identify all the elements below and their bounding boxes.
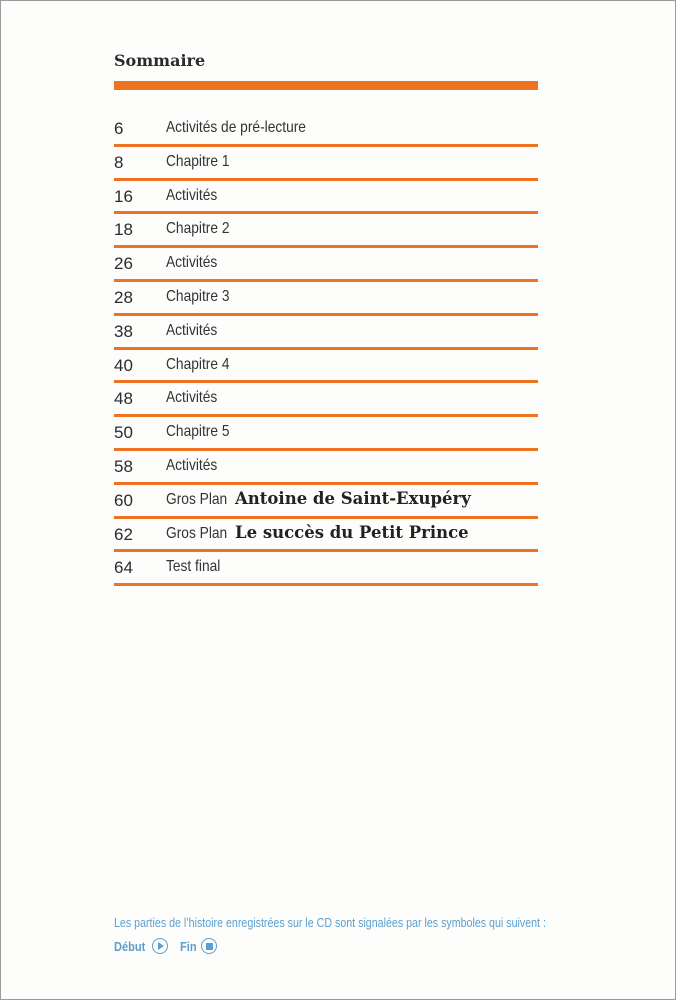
toc-row <box>114 147 538 181</box>
toc-page-number: 18 <box>114 220 133 240</box>
toc-label: Gros Plan <box>166 524 228 542</box>
toc-subtitle: Antoine de Saint-Exupéry <box>235 488 471 508</box>
toc-row <box>114 316 538 350</box>
toc-label: Chapitre 4 <box>166 355 230 373</box>
toc-row <box>114 282 538 316</box>
table-of-contents <box>114 113 538 586</box>
toc-label: Chapitre 2 <box>166 220 230 238</box>
toc-label: Activités <box>166 186 218 204</box>
toc-label: Chapitre 5 <box>166 423 230 441</box>
toc-page-number: 60 <box>114 490 133 510</box>
stop-icon <box>201 938 217 954</box>
toc-page-number: 8 <box>114 152 124 172</box>
toc-row <box>114 485 538 519</box>
toc-page-number: 16 <box>114 186 133 206</box>
toc-page-number: 58 <box>114 456 133 476</box>
toc-page-number: 64 <box>114 558 133 578</box>
toc-label: Chapitre 3 <box>166 287 230 305</box>
end-label: Fin <box>179 938 197 954</box>
toc-row <box>114 248 538 282</box>
toc-row <box>114 214 538 248</box>
title-rule <box>114 81 538 90</box>
toc-label: Activités <box>166 254 218 272</box>
toc-label: Activités <box>166 321 218 339</box>
toc-label: Activités <box>166 389 218 407</box>
toc-row <box>114 383 538 417</box>
toc-row <box>114 113 538 147</box>
toc-page-number: 38 <box>114 321 133 341</box>
toc-page-number: 26 <box>114 254 133 274</box>
toc-row <box>114 519 538 553</box>
toc-row <box>114 181 538 215</box>
audio-markers <box>114 938 217 954</box>
toc-page-number: 40 <box>114 355 133 375</box>
toc-label: Chapitre 1 <box>166 152 230 170</box>
toc-row <box>114 417 538 451</box>
toc-label: Activités de pré-lecture <box>166 119 306 136</box>
toc-page-number: 48 <box>114 389 133 409</box>
start-label: Début <box>114 938 146 954</box>
footer-note: Les parties de l’histoire enregistrées sur le CD sont signalées par les symboles qui suivent : <box>114 915 546 930</box>
toc-row <box>114 552 538 586</box>
toc-subtitle: Le succès du Petit Prince <box>235 522 469 542</box>
toc-page-number: 62 <box>114 524 133 544</box>
toc-label: Gros Plan <box>166 490 228 508</box>
toc-page-number: 6 <box>114 119 124 138</box>
toc-label: Test final <box>166 558 221 576</box>
toc-row <box>114 451 538 485</box>
toc-page-number: 50 <box>114 423 133 443</box>
toc-row <box>114 350 538 384</box>
toc-page-number: 28 <box>114 287 133 307</box>
play-icon <box>152 938 168 954</box>
toc-label: Activités <box>166 456 218 474</box>
page-title: Sommaire <box>114 51 206 70</box>
